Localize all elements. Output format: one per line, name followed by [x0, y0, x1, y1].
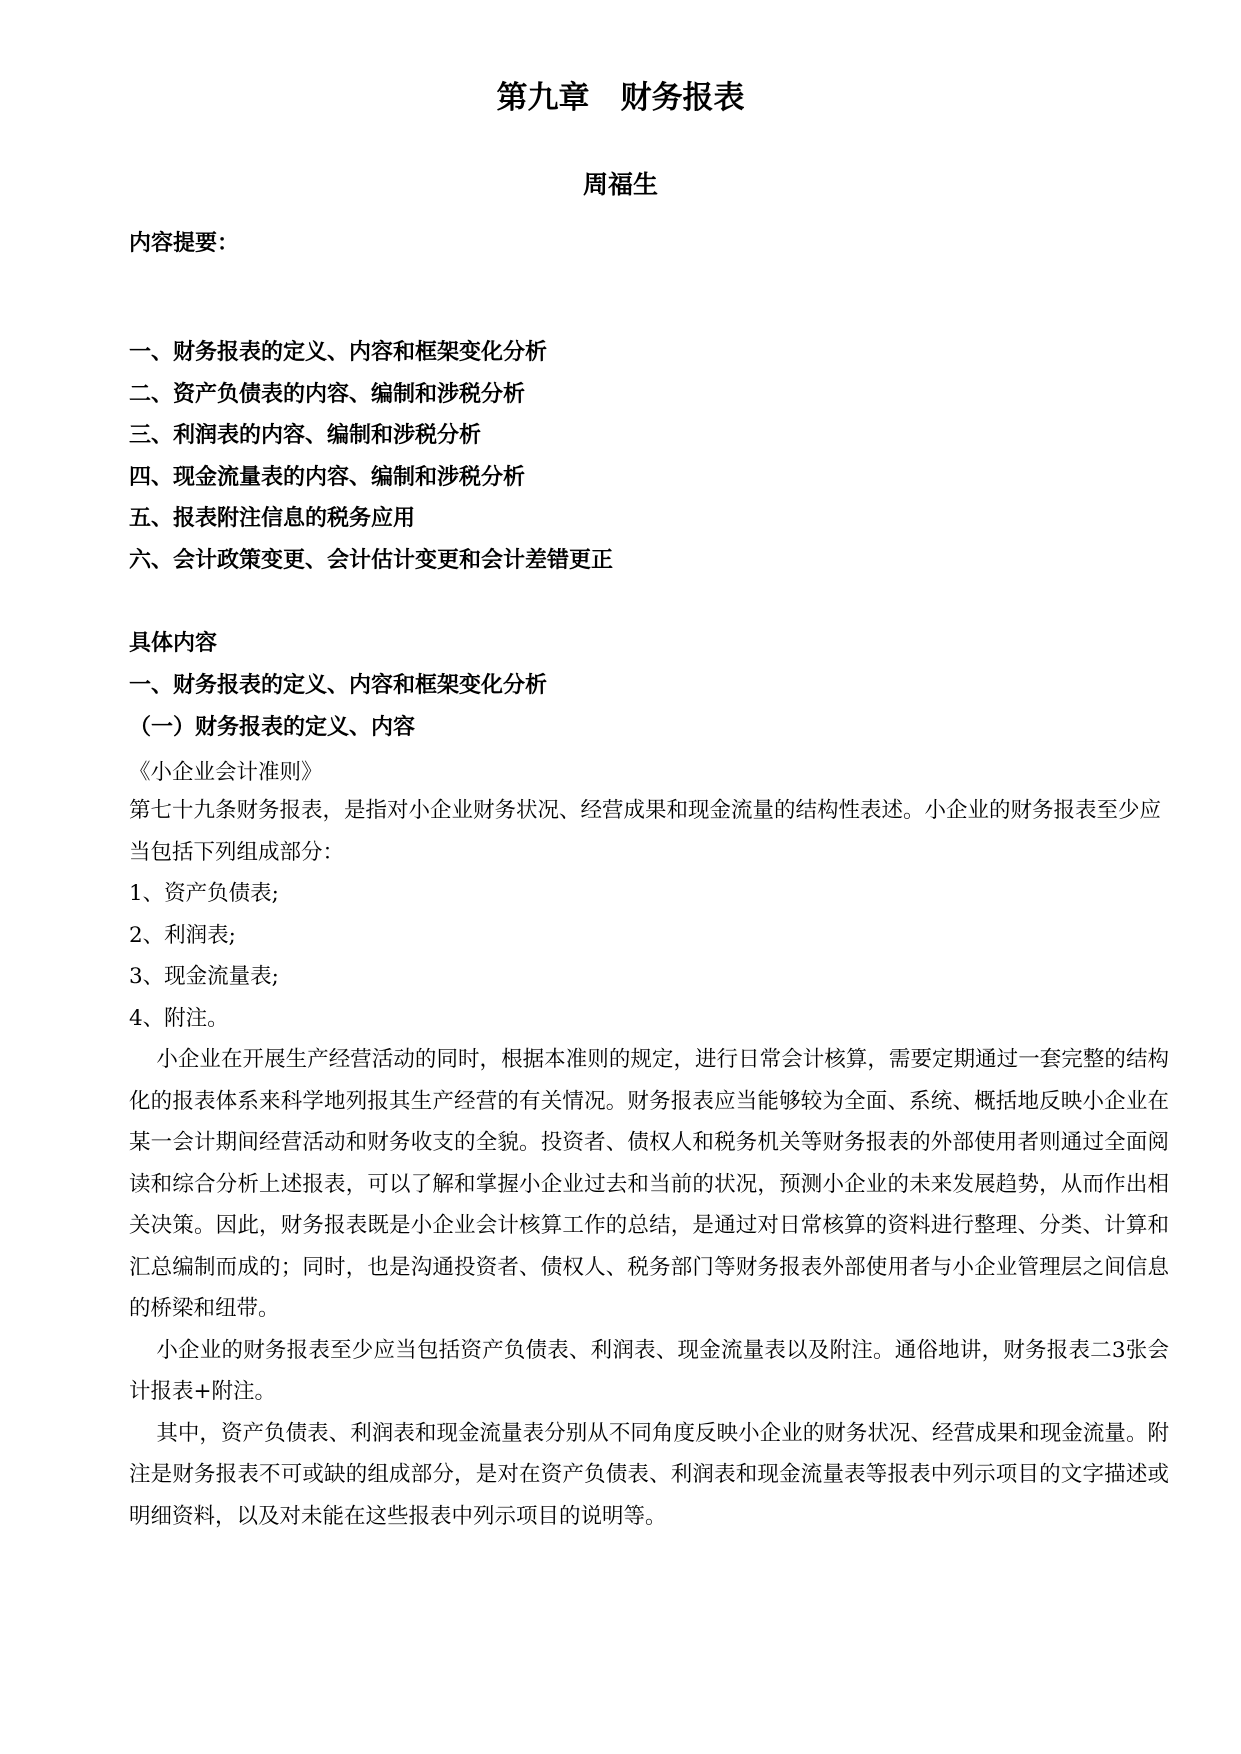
components-list	[129, 873, 1169, 1039]
body-paragraph: 小企业的财务报表至少应当包括资产负债表、利润表、现金流量表以及附注。通俗地讲，财务报表二3张会计报表+附注。	[129, 1337, 1169, 1404]
list-item: 1、资产负债表;	[129, 881, 279, 906]
chapter-title: 第九章 财务报表	[496, 80, 745, 116]
list-item: 2、利润表;	[129, 922, 236, 948]
toc-list	[129, 338, 613, 588]
toc-item: 一、财务报表的定义、内容和框架变化分析	[129, 340, 548, 365]
toc-item: 四、现金流量表的内容、编制和涉税分析	[129, 464, 526, 490]
law-title: 《小企业会计准则》	[129, 760, 323, 785]
list-item: 3、现金流量表;	[129, 964, 279, 989]
body-paragraph: 其中，资产负债表、利润表和现金流量表分别从不同角度反映小企业的财务状况、经营成果和现金流量。附注是财务报表不可或缺的组成部分，是对在资产负债表、利润表和现金流量表等报表中列示项目的文字描述或明细资料，以及对未能在这些报表中列示项目的说明等。	[129, 1420, 1169, 1529]
subsection-heading: （一）财务报表的定义、内容	[129, 715, 416, 740]
toc-item: 五、报表附注信息的税务应用	[129, 506, 416, 532]
toc-item: 二、资产负债表的内容、编制和涉税分析	[129, 381, 526, 407]
details-heading: 具体内容	[129, 631, 218, 656]
body-paragraph: 小企业在开展生产经营活动的同时，根据本准则的规定，进行日常会计核算，需要定期通过一套完整的结构化的报表体系来科学地列报其生产经营的有关情况。财务报表应当能够较为全面、系统、概括地反映小企业在某一会计期间经营活动和财务收支的全貌。投资者、债权人和税务机关等财务报表的外部使用者则通过全面阅读和综合分析上述报表，可以了解和掌握小企业过去和当前的状况，预测小企业的未来发展趋势，从而作出相关决策。因此，财务报表既是小企业会计核算工作的总结，是通过对日常核算的资料进行整理、分类、计算和汇总编制而成的；同时，也是沟通投资者、债权人、税务部门等财务报表外部使用者与小企业管理层之间信息的桥梁和纽带。	[129, 1047, 1169, 1321]
summary-heading: 内容提要：	[129, 231, 240, 256]
article-79-paragraph: 第七十九条财务报表，是指对小企业财务状况、经营成果和现金流量的结构性表述。小企业的财务报表至少应当包括下列组成部分：	[129, 798, 1162, 865]
toc-item: 六、会计政策变更、会计估计变更和会计差错更正	[129, 547, 614, 573]
list-item: 4、附注。	[129, 1005, 229, 1031]
toc-item: 三、利润表的内容、编制和涉税分析	[129, 423, 482, 449]
section-heading: 一、财务报表的定义、内容和框架变化分析	[129, 673, 548, 698]
body-text	[129, 790, 1169, 1537]
author-name: 周福生	[582, 170, 658, 199]
